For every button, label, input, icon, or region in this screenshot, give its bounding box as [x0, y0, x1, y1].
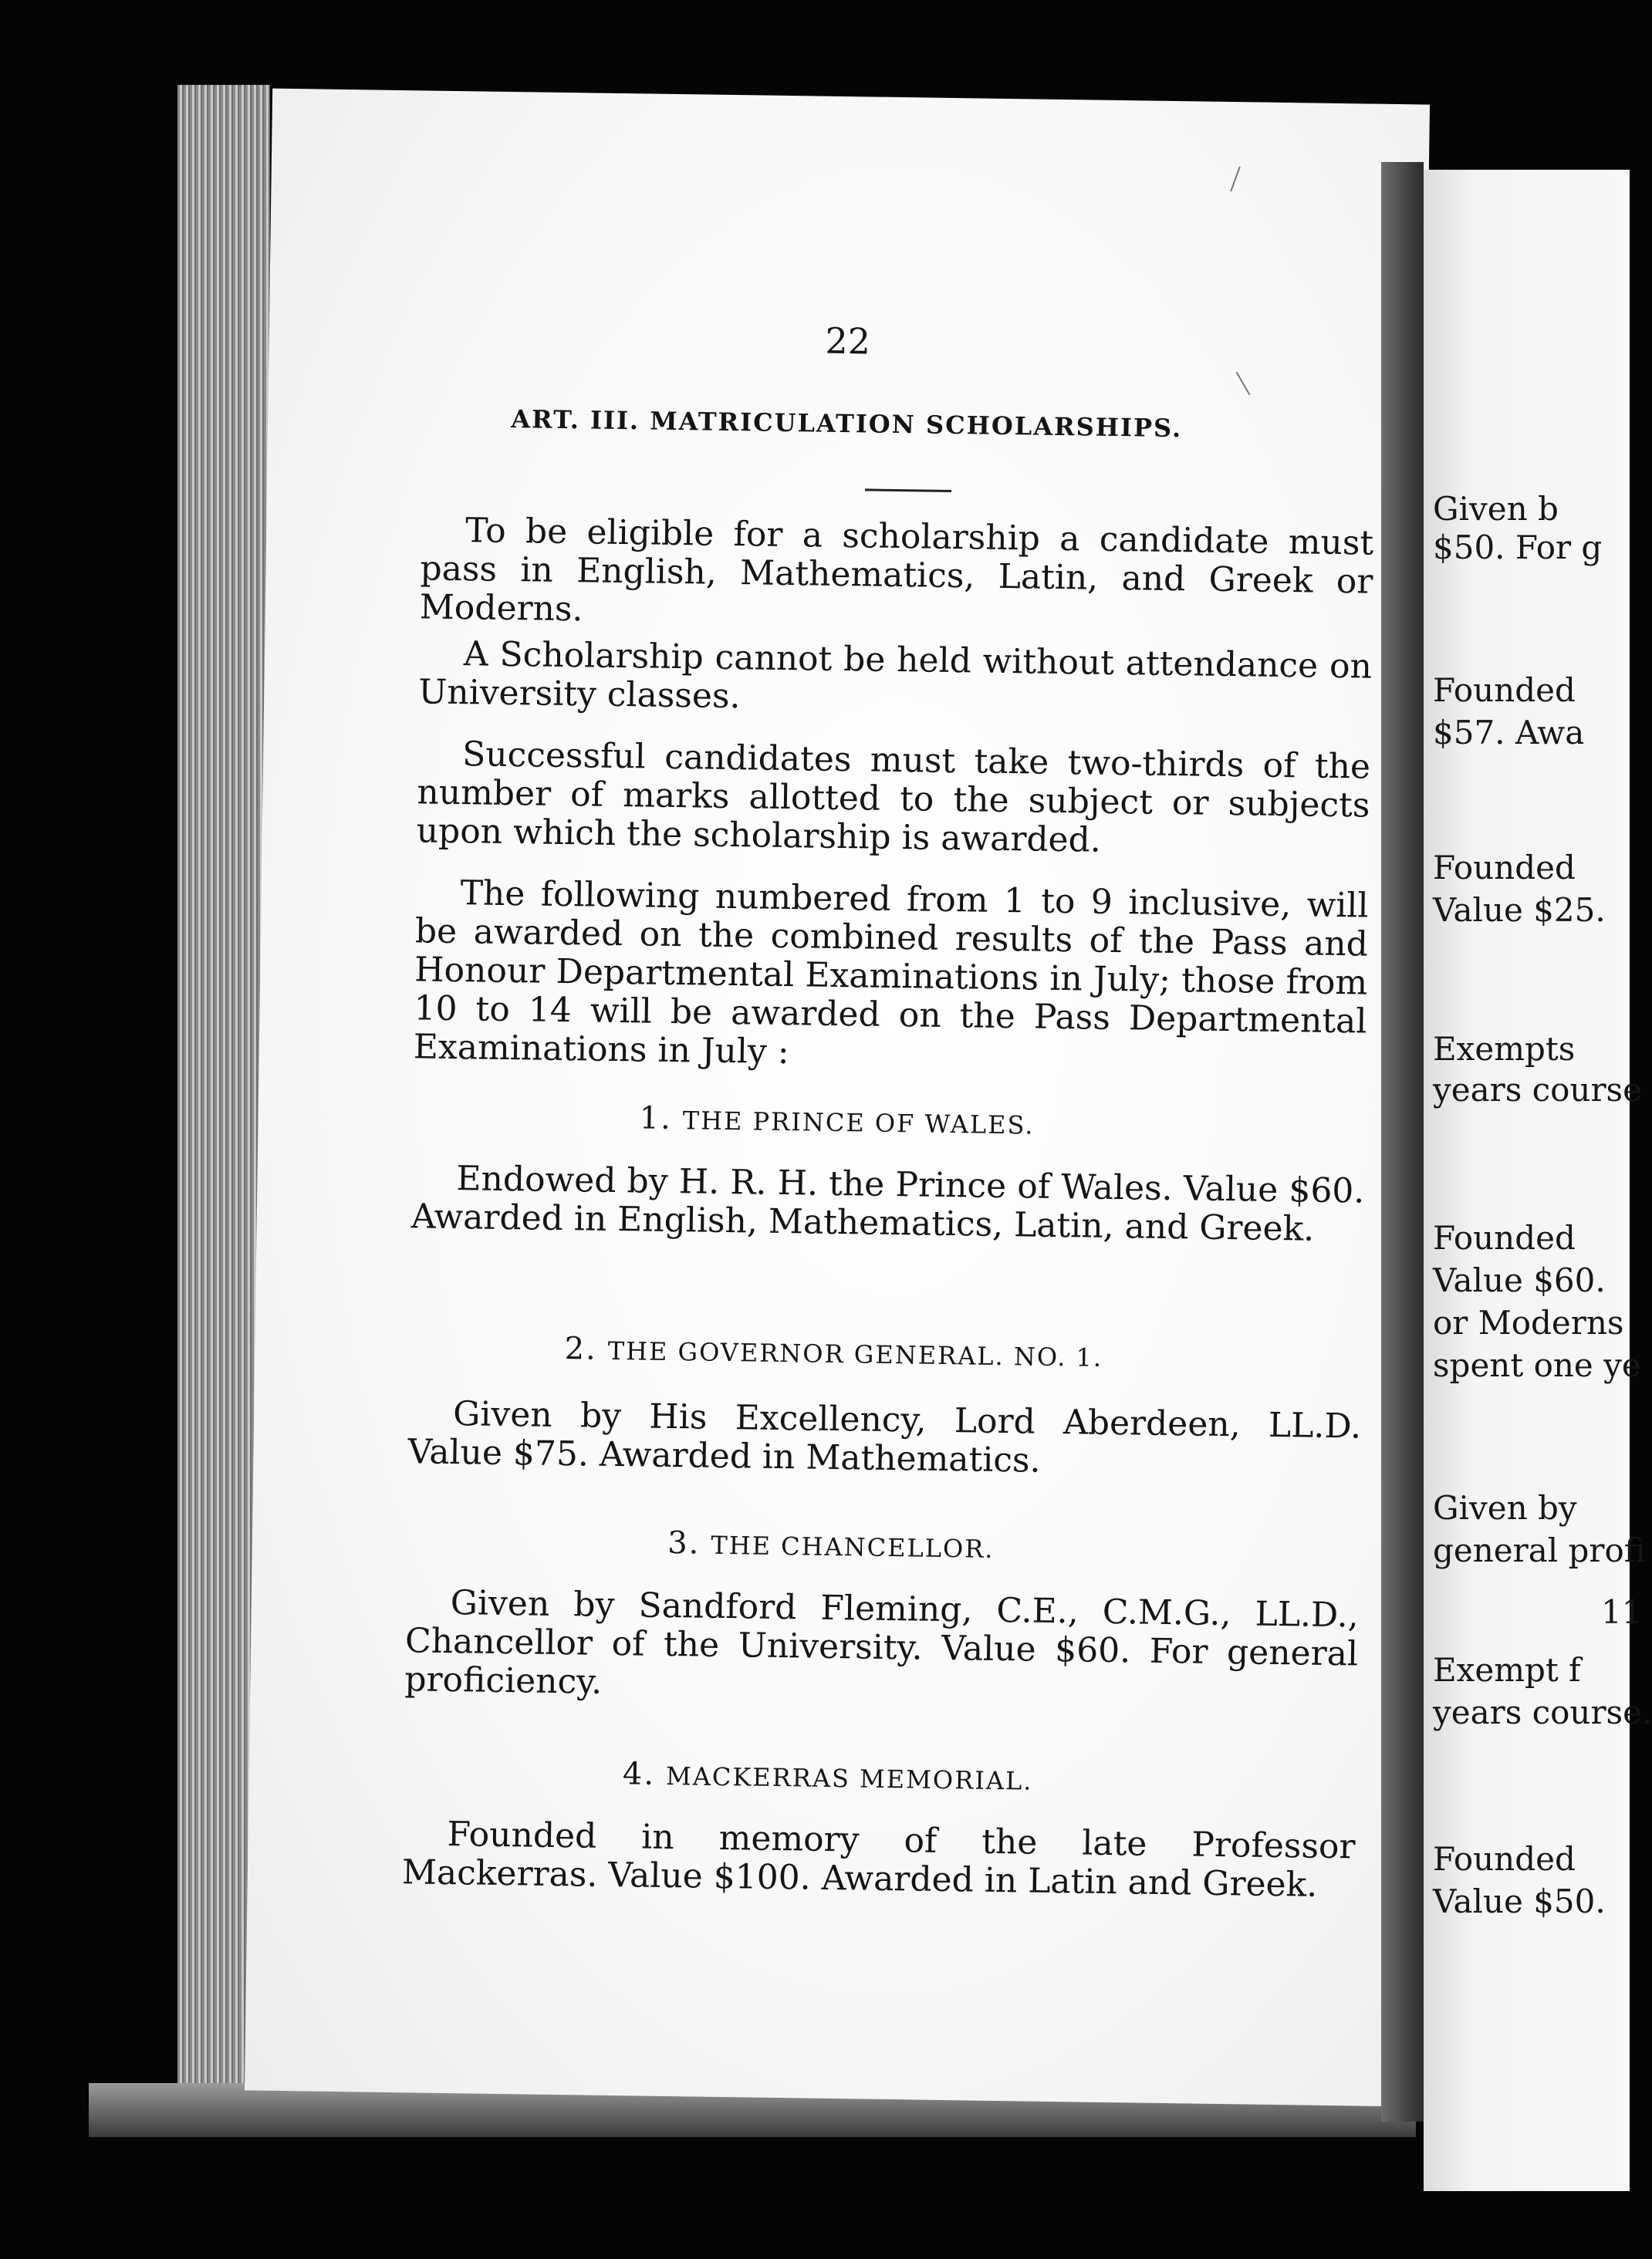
scholarship-text-1: Endowed by H. R. H. the Prince of Wales. Value $60. Awarded in English, Mathematics, Latin, and Greek. — [410, 1159, 1365, 1249]
right-fragment: years course. — [1433, 1693, 1652, 1731]
scholarship-title: MACKERRAS MEMORIAL. — [665, 1761, 1033, 1796]
scholarship-number: 3. — [667, 1525, 701, 1562]
right-fragment: Value $60. — [1433, 1261, 1606, 1299]
paragraph-eligibility: To be eligible for a scholarship a candidate must pass in English, Mathematics, Latin, and Greek or Moderns. — [419, 511, 1374, 630]
right-fragment: years course — [1433, 1071, 1642, 1109]
right-fragment: $50. For g — [1433, 528, 1603, 566]
scholarship-heading-3 — [252, 1519, 1410, 1571]
article-heading: ART. III. MATRICULATION SCHOLARSHIPS. — [510, 404, 1183, 444]
right-page — [1424, 170, 1652, 2191]
right-fragment: Given b — [1433, 490, 1559, 528]
right-fragment: Exempts — [1433, 1030, 1576, 1068]
right-fragment: Given by — [1433, 1489, 1577, 1527]
scholarship-text-4: Founded in memory of the late Professor Mackerras. Value $100. Awarded in Latin and Greek. — [401, 1815, 1356, 1905]
right-fragment: Founded — [1433, 1840, 1576, 1878]
scholarship-title: THE CHANCELLOR. — [711, 1530, 995, 1564]
paragraph-numbering: The following numbered from 1 to 9 inclusive, will be awarded on the combined results of the Pass and Honour Departmental Examinations in July; those from 10 to 14 will be awarded on the Pass Departmental Examinations in July : — [413, 873, 1369, 1072]
scholarship-heading-2 — [255, 1326, 1412, 1378]
scholarship-number: 4. — [622, 1756, 656, 1792]
right-fragment: Value $25. — [1433, 891, 1606, 929]
paragraph-attendance: A Scholarship cannot be held without attendance on University classes. — [417, 634, 1373, 717]
right-fragment: Value $50. — [1433, 1882, 1606, 1920]
scholarship-number: 2. — [564, 1331, 598, 1367]
right-fragment: Founded — [1433, 849, 1576, 886]
heading-rule — [865, 488, 951, 492]
scholarship-text-3: Given by Sandford Fleming, C.E., C.M.G., LL.D., Chancellor of the University. Value $60. For general proficiency. — [404, 1583, 1360, 1702]
scholarship-text-2: Given by His Excellency, Lord Aberdeen, LL.D. Value $75. Awarded in Mathematics. — [407, 1394, 1362, 1481]
page-number: 22 — [825, 319, 871, 363]
paragraph-marks: Successful candidates must take two-thirds of the number of marks allotted to the subject or subjects upon which the scholarship is awarded. — [416, 734, 1371, 860]
right-fragment: 11 — [1601, 1593, 1643, 1631]
scholarship-heading-4 — [248, 1751, 1406, 1802]
right-fragment: Founded — [1433, 1219, 1576, 1257]
right-fragment: general profi — [1433, 1531, 1646, 1569]
right-fragment: Exempt f — [1433, 1651, 1581, 1689]
scholarship-title: THE GOVERNOR GENERAL. NO. 1. — [607, 1335, 1103, 1373]
right-fragment: or Moderns — [1433, 1304, 1624, 1342]
scholarship-title: THE PRINCE OF WALES. — [682, 1106, 1035, 1140]
scholarship-number: 1. — [639, 1100, 673, 1137]
right-fragment: $57. Awa — [1433, 714, 1585, 751]
book-gutter — [1381, 162, 1424, 2122]
right-fragment: spent one ye — [1433, 1346, 1641, 1384]
left-page — [245, 89, 1430, 2107]
right-fragment: Founded — [1433, 671, 1576, 709]
scholarship-heading-1 — [258, 1096, 1415, 1147]
